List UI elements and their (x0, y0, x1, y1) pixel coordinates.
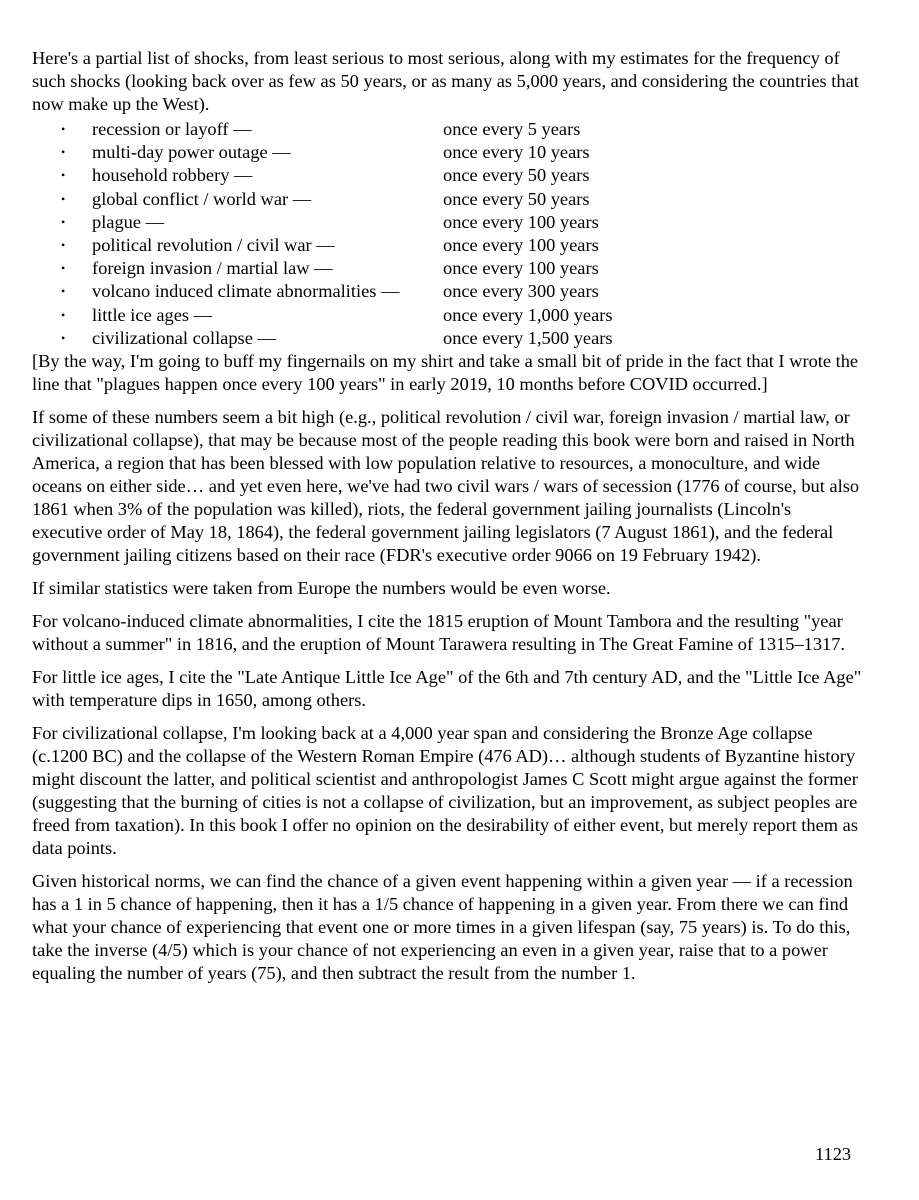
shock-frequency: once every 300 years (443, 281, 599, 302)
shock-frequency: once every 100 years (443, 234, 599, 255)
list-item (32, 164, 864, 187)
list-item (32, 234, 864, 257)
page-number: 1123 (815, 1144, 852, 1164)
bullet-icon: • (61, 284, 66, 299)
shock-frequency: once every 100 years (443, 211, 599, 232)
probability-paragraph: Given historical norms, we can find the chance of a given event happening within a given year — if a recession has a 1 in 5 chance of happening, then it has a 1/5 chance of happening in a given year. From there we can find what your chance of experiencing that event one or more times in a given lifespan (say, 75 years) is. To do this, take the inverse (4/5) which is your chance of not experiencing an even in a given year, raise that to a power equaling the number of years (75), and then subtract the result from the number 1. (32, 870, 853, 983)
intro-paragraph: Here's a partial list of shocks, from least serious to most serious, along with my estimates for the frequency of such shocks (looking back over as few as 50 years, or as many as 5,000 years, and considering the countries that now make up the West). (32, 48, 859, 114)
collapse-paragraph: For civilizational collapse, I'm looking back at a 4,000 year span and considering the Bronze Age collapse (c.1200 BC) and the collapse of the Western Roman Empire (476 AD)… although students of Byzantine history might discount the latter, and political scientist and anthropologist James C Scott might argue against the former (suggesting that the burning of cities is not a collapse of civilization, but an improvement, as subject peoples are freed from taxation). In this book I offer no opinion on the desirability of either event, but merely report them as data points. (32, 722, 858, 858)
shock-event: household robbery — (92, 165, 253, 186)
shock-frequency: once every 1,000 years (443, 304, 613, 325)
shock-frequency: once every 100 years (443, 258, 599, 279)
shock-event: recession or layoff — (92, 119, 252, 139)
bullet-icon: • (61, 307, 66, 322)
list-item (32, 304, 864, 327)
shock-frequency: once every 50 years (443, 188, 590, 209)
list-item (32, 141, 864, 164)
list-item (32, 257, 864, 280)
north-america-paragraph: If some of these numbers seem a bit high (e.g., political revolution / civil war, foreign invasion / martial law, or civilizational collapse), that may be because most of the people reading this book were born and raised in North America, a region that has been blessed with low population relative to resources, a monoculture, and wide oceans on either side… and yet even here, we've had two civil wars / wars of secession (1776 of course, but also 1861 when 3% of the population was killed), riots, the federal government jailing journalists (Lincoln's executive order of May 18, 1864), the federal government jailing legislators (7 August 1861), and the federal government jailing citizens based on their race (FDR's executive order 9066 on 19 February 1942). (32, 406, 860, 565)
bullet-icon: • (61, 214, 66, 229)
shock-event: civilizational collapse — (92, 327, 276, 348)
ice-age-paragraph: For little ice ages, I cite the "Late Antique Little Ice Age" of the 6th and 7th century AD, and the "Little Ice Age" with temperature dips in 1650, among others. (32, 666, 862, 710)
list-item (32, 118, 864, 141)
shock-frequency: once every 10 years (443, 142, 590, 163)
shock-frequency: once every 50 years (443, 165, 590, 186)
page-content (32, 47, 864, 995)
bullet-icon: • (61, 261, 66, 276)
shock-event: foreign invasion / martial law — (92, 258, 333, 279)
list-item (32, 280, 864, 303)
bullet-icon: • (61, 237, 66, 252)
list-item (32, 327, 864, 350)
shock-list (32, 118, 864, 350)
bullet-icon: • (61, 191, 66, 206)
shock-event: plague — (92, 211, 165, 232)
shock-event: political revolution / civil war — (92, 234, 335, 255)
list-item (32, 188, 864, 211)
shock-frequency: once every 1,500 years (443, 327, 613, 348)
bullet-icon: • (61, 145, 66, 160)
covid-aside-paragraph: [By the way, I'm going to buff my fingernails on my shirt and take a small bit of pride in the fact that I wrote the line that "plagues happen once every 100 years" in early 2019, 10 months before COVID occurred.] (32, 350, 859, 394)
bullet-icon: • (61, 168, 66, 183)
shock-event: volcano induced climate abnormalities — (92, 281, 400, 302)
list-item (32, 211, 864, 234)
shock-event: little ice ages — (92, 304, 213, 325)
volcano-paragraph: For volcano-induced climate abnormalities, I cite the 1815 eruption of Mount Tambora and the resulting "year without a summer" in 1816, and the eruption of Mount Tarawera resulting in The Great Famine of 1315–1317. (32, 610, 846, 654)
europe-paragraph: If similar statistics were taken from Europe the numbers would be even worse. (32, 577, 611, 598)
bullet-icon: • (61, 330, 66, 345)
shock-frequency: once every 5 years (443, 119, 581, 139)
bullet-icon: • (61, 122, 66, 136)
shock-event: multi-day power outage — (92, 142, 291, 163)
shock-event: global conflict / world war — (92, 188, 312, 209)
